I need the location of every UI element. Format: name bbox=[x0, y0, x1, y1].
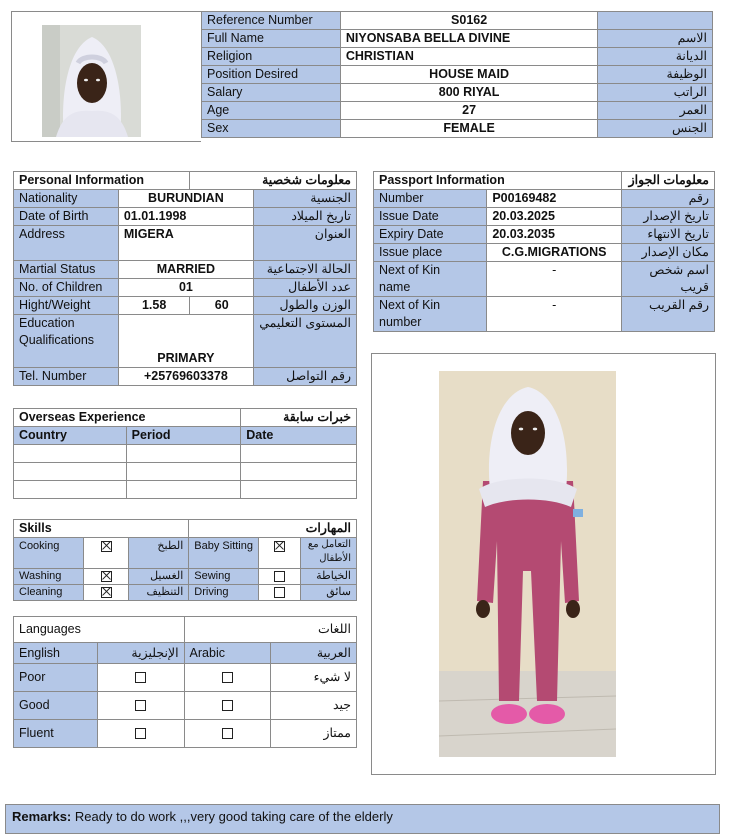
header-row-age bbox=[202, 102, 713, 120]
level-good-label: Good bbox=[14, 692, 98, 720]
issue-date-label: Issue Date bbox=[374, 208, 487, 226]
overseas-row bbox=[14, 445, 357, 463]
header-row-reference bbox=[202, 12, 713, 30]
reference-value: S0162 bbox=[340, 12, 598, 30]
languages-title-ar: اللغات bbox=[184, 617, 356, 643]
kin-name-label-line2: name bbox=[379, 280, 411, 294]
children-value: 01 bbox=[118, 279, 253, 297]
skill-cooking-ar: الطبخ bbox=[129, 538, 189, 569]
skill-babysitting-ar-line2: الأطفال bbox=[319, 553, 351, 564]
kin-number-ar: رقم القريب bbox=[622, 297, 715, 332]
passport-title-ar: معلومات الجواز bbox=[622, 172, 715, 190]
marital-ar: الحالة الاجتماعية bbox=[253, 261, 356, 279]
passport-info-table bbox=[373, 171, 715, 332]
reference-ar bbox=[598, 12, 713, 30]
kin-number-label-line1: Next of Kin bbox=[379, 298, 441, 312]
skills-title-ar: المهارات bbox=[189, 520, 357, 538]
expiry-date-value: 20.03.2035 bbox=[487, 226, 622, 244]
nationality-value: BURUNDIAN bbox=[118, 190, 253, 208]
position-value: HOUSE MAID bbox=[340, 66, 598, 84]
expiry-date-ar: تاريخ الانتهاء bbox=[622, 226, 715, 244]
skill-driving-ar: سائق bbox=[300, 585, 356, 601]
religion-ar: الديانة bbox=[598, 48, 713, 66]
personal-title: Personal Information bbox=[14, 172, 190, 190]
height-weight-label: Hight/Weight bbox=[14, 297, 119, 315]
kin-name-ar bbox=[622, 262, 715, 297]
arabic-poor-checkbox[interactable] bbox=[222, 672, 233, 683]
position-label: Position Desired bbox=[202, 66, 341, 84]
religion-label: Religion bbox=[202, 48, 341, 66]
level-good-ar: جيد bbox=[271, 692, 357, 720]
children-label: No. of Children bbox=[14, 279, 119, 297]
level-fluent-label: Fluent bbox=[14, 720, 98, 748]
children-ar: عدد الأطفال bbox=[253, 279, 356, 297]
skill-sewing-checkbox[interactable] bbox=[274, 571, 285, 582]
passport-title: Passport Information bbox=[374, 172, 622, 190]
overseas-row bbox=[14, 481, 357, 499]
full-body-photo-frame bbox=[371, 353, 716, 775]
overseas-row bbox=[14, 463, 357, 481]
kin-name-label-line1: Next of Kin bbox=[379, 263, 441, 277]
english-ar: الإنجليزية bbox=[97, 643, 184, 664]
skill-sewing-label: Sewing bbox=[189, 569, 259, 585]
overseas-col-date: Date bbox=[241, 427, 357, 445]
skills-title: Skills bbox=[14, 520, 189, 538]
education-value: PRIMARY bbox=[118, 315, 253, 368]
skill-cleaning-checkbox[interactable] bbox=[101, 587, 112, 598]
languages-table bbox=[13, 616, 357, 748]
reference-label: Reference Number bbox=[202, 12, 341, 30]
skill-cleaning-ar: التنظيف bbox=[129, 585, 189, 601]
issue-place-ar: مكان الإصدار bbox=[622, 244, 715, 262]
education-label bbox=[14, 315, 119, 368]
kin-name-ar-line2: قريب bbox=[680, 280, 709, 294]
tel-label: Tel. Number bbox=[14, 368, 119, 386]
salary-label: Salary bbox=[202, 84, 341, 102]
overseas-table bbox=[13, 408, 357, 499]
fullname-value: NIYONSABA BELLA DIVINE bbox=[340, 30, 598, 48]
skills-table bbox=[13, 519, 357, 601]
passport-number-value: P00169482 bbox=[487, 190, 622, 208]
kin-name-ar-line1: اسم شخص bbox=[649, 263, 709, 277]
remarks-text: Ready to do work ,,,very good taking care of the elderly bbox=[74, 809, 393, 824]
passport-number-ar: رقم bbox=[622, 190, 715, 208]
header-row-position bbox=[202, 66, 713, 84]
kin-name-value: - bbox=[487, 262, 622, 297]
dob-value: 01.01.1998 bbox=[118, 208, 253, 226]
issue-place-value: C.G.MIGRATIONS bbox=[487, 244, 622, 262]
remarks-label: Remarks: bbox=[12, 809, 72, 824]
skill-washing-label: Washing bbox=[14, 569, 84, 585]
skill-washing-ar: الغسيل bbox=[129, 569, 189, 585]
address-label: Address bbox=[14, 226, 119, 261]
skill-cooking-checkbox[interactable] bbox=[101, 541, 112, 552]
skill-washing-checkbox[interactable] bbox=[101, 571, 112, 582]
issue-place-label: Issue place bbox=[374, 244, 487, 262]
personal-info-table bbox=[13, 171, 357, 386]
nationality-label: Nationality bbox=[14, 190, 119, 208]
overseas-col-country: Country bbox=[14, 427, 127, 445]
sex-label: Sex bbox=[202, 120, 341, 138]
age-value: 27 bbox=[340, 102, 598, 120]
header-row-religion bbox=[202, 48, 713, 66]
personal-title-ar: معلومات شخصية bbox=[190, 172, 357, 190]
english-fluent-checkbox[interactable] bbox=[135, 728, 146, 739]
english-poor-checkbox[interactable] bbox=[135, 672, 146, 683]
skill-babysitting-ar bbox=[300, 538, 356, 569]
fullname-label: Full Name bbox=[202, 30, 341, 48]
kin-number-label-line2: number bbox=[379, 315, 422, 329]
dob-label: Date of Birth bbox=[14, 208, 119, 226]
height-weight-ar: الوزن والطول bbox=[253, 297, 356, 315]
education-ar: المستوى التعليمي bbox=[253, 315, 356, 368]
tel-ar: رقم التواصل bbox=[253, 368, 356, 386]
address-ar: العنوان bbox=[253, 226, 356, 261]
sex-value: FEMALE bbox=[340, 120, 598, 138]
height-value: 1.58 bbox=[118, 297, 190, 315]
skill-babysitting-checkbox[interactable] bbox=[274, 541, 285, 552]
education-label-line1: Education bbox=[19, 316, 75, 330]
issue-date-value: 20.03.2025 bbox=[487, 208, 622, 226]
address-value: MIGERA bbox=[118, 226, 253, 261]
fullname-ar: الاسم bbox=[598, 30, 713, 48]
overseas-col-period: Period bbox=[126, 427, 241, 445]
skill-babysitting-ar-line1: التعامل مع bbox=[307, 539, 351, 550]
tel-value: +25769603378 bbox=[118, 368, 253, 386]
languages-title: Languages bbox=[14, 617, 185, 643]
skill-babysitting-label: Baby Sitting bbox=[189, 538, 259, 569]
full-body-illustration bbox=[439, 371, 616, 757]
kin-number-value: - bbox=[487, 297, 622, 332]
arabic-ar: العربية bbox=[271, 643, 357, 664]
skill-driving-label: Driving bbox=[189, 585, 259, 601]
english-label: English bbox=[14, 643, 98, 664]
english-good-checkbox[interactable] bbox=[135, 700, 146, 711]
education-label-line2: Qualifications bbox=[19, 333, 95, 347]
passport-number-label: Number bbox=[374, 190, 487, 208]
header-table bbox=[201, 11, 713, 138]
level-fluent-ar: ممتاز bbox=[271, 720, 357, 748]
salary-value: 800 RIYAL bbox=[340, 84, 598, 102]
remarks-box bbox=[5, 804, 720, 834]
level-poor-ar: لا شيء bbox=[271, 664, 357, 692]
overseas-title: Overseas Experience bbox=[14, 409, 241, 427]
marital-value: MARRIED bbox=[118, 261, 253, 279]
arabic-good-checkbox[interactable] bbox=[222, 700, 233, 711]
kin-name-label bbox=[374, 262, 487, 297]
dob-ar: تاريخ الميلاد bbox=[253, 208, 356, 226]
skill-cooking-label: Cooking bbox=[14, 538, 84, 569]
arabic-label: Arabic bbox=[184, 643, 271, 664]
full-body-photo bbox=[439, 371, 616, 757]
skill-sewing-ar: الخياطة bbox=[300, 569, 356, 585]
kin-number-label bbox=[374, 297, 487, 332]
level-poor-label: Poor bbox=[14, 664, 98, 692]
age-label: Age bbox=[202, 102, 341, 120]
arabic-fluent-checkbox[interactable] bbox=[222, 728, 233, 739]
salary-ar: الراتب bbox=[598, 84, 713, 102]
skill-cleaning-label: Cleaning bbox=[14, 585, 84, 601]
header-left-frame bbox=[11, 11, 201, 142]
header-row-fullname bbox=[202, 30, 713, 48]
marital-label: Martial Status bbox=[14, 261, 119, 279]
position-ar: الوظيفة bbox=[598, 66, 713, 84]
overseas-title-ar: خبرات سابقة bbox=[241, 409, 357, 427]
header-row-sex bbox=[202, 120, 713, 138]
issue-date-ar: تاريخ الإصدار bbox=[622, 208, 715, 226]
religion-value: CHRISTIAN bbox=[340, 48, 598, 66]
header-row-salary bbox=[202, 84, 713, 102]
sex-ar: الجنس bbox=[598, 120, 713, 138]
skill-driving-checkbox[interactable] bbox=[274, 587, 285, 598]
nationality-ar: الجنسية bbox=[253, 190, 356, 208]
weight-value: 60 bbox=[190, 297, 254, 315]
age-ar: العمر bbox=[598, 102, 713, 120]
expiry-date-label: Expiry Date bbox=[374, 226, 487, 244]
